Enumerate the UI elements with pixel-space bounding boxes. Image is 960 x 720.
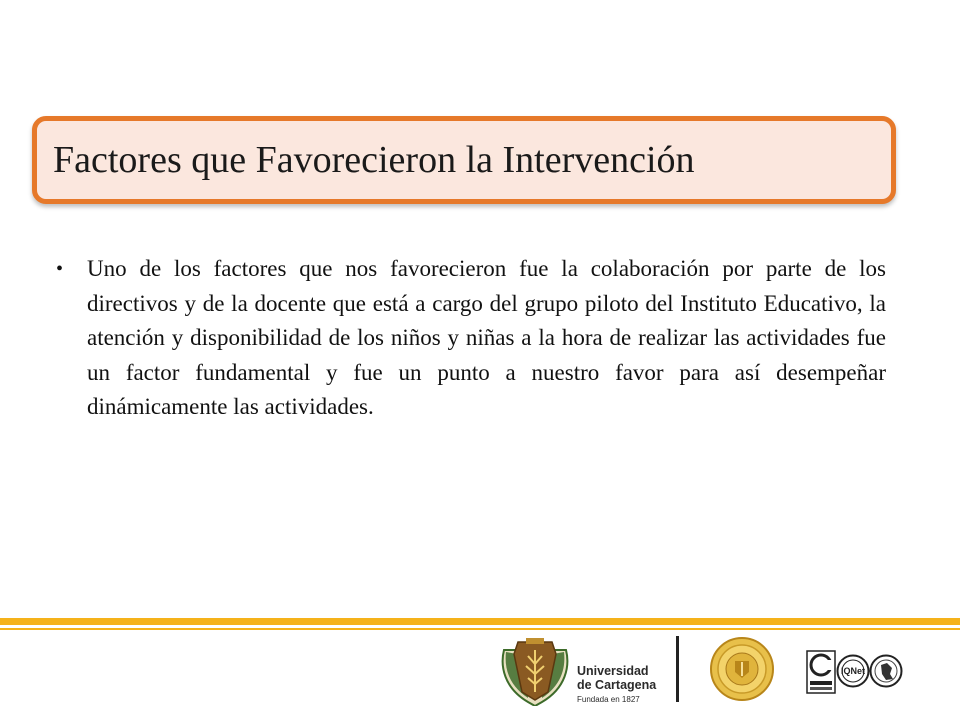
university-line1: Universidad <box>577 664 649 678</box>
bullet-list <box>56 252 886 425</box>
slide-title: Factores que Favorecieron la Intervención <box>53 139 695 181</box>
iqnet-label: IQNet <box>840 666 866 676</box>
bullet-text: Uno de los factores que nos favorecieron fue la colaboración por parte de los directivos y de la docente que está a cargo del grupo piloto del Instituto Educativo, la atención y disponibilidad de los niños y niñas a la hora de realizar las actividades fue un factor fundamental y fue un punto a nuestro favor para así desempeñar dinámicamente las actividades. <box>87 256 886 419</box>
colombia-cert-icon <box>869 654 903 693</box>
footer-divider <box>676 636 679 702</box>
bullet-icon: • <box>56 258 64 280</box>
footer-rule-thick <box>0 618 960 625</box>
icontec-cert-icon <box>806 650 836 699</box>
gold-seal-icon <box>708 636 776 707</box>
iqnet-cert-icon <box>836 654 870 693</box>
university-line2: de Cartagena <box>577 678 657 692</box>
bullet-item <box>56 252 886 425</box>
university-crest-icon <box>498 636 572 711</box>
university-name <box>577 664 656 707</box>
title-box <box>32 116 896 204</box>
university-founded: Fundada en 1827 <box>577 695 640 704</box>
footer-rule-thin <box>0 628 960 630</box>
